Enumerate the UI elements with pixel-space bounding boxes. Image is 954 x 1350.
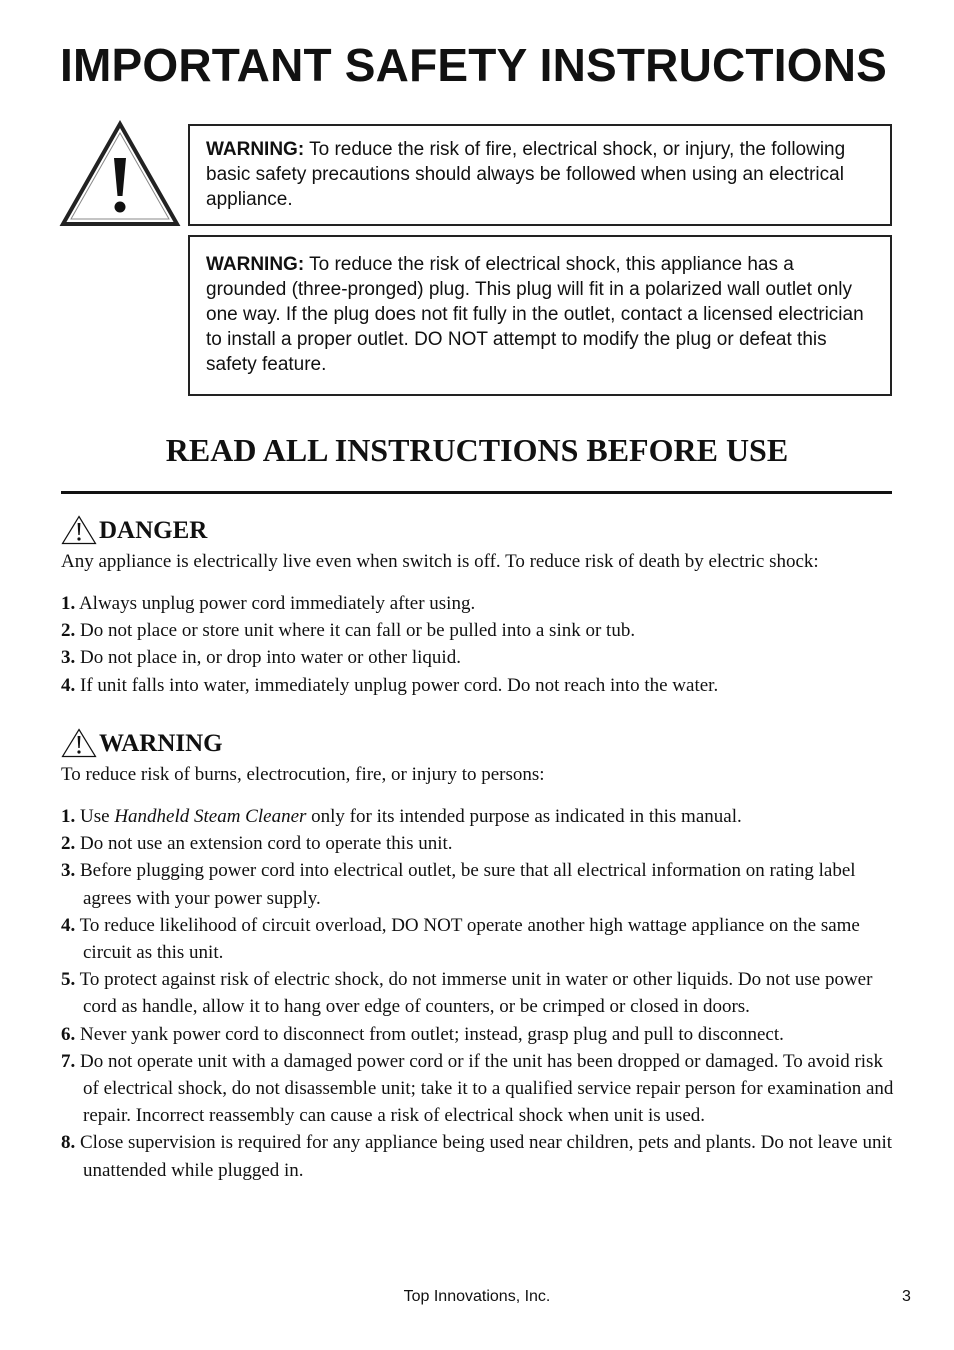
read-instructions-heading: READ ALL INSTRUCTIONS BEFORE USE	[165, 432, 789, 468]
list-item	[61, 672, 897, 699]
item-text: To reduce likelihood of circuit overload, DO NOT operate another high wattage appliance on the same circuit as this unit.	[75, 914, 860, 964]
danger-heading	[61, 513, 207, 545]
item-text: Do not use an extension cord to operate this unit.	[75, 833, 453, 855]
list-item	[61, 830, 897, 857]
list-item	[61, 966, 897, 1020]
warning-intro: To reduce risk of burns, electrocution, fire, or injury to persons:	[61, 764, 545, 785]
item-text: Do not place or store unit where it can fall or be pulled into a sink or tub.	[75, 620, 636, 642]
warning-label: WARNING:	[206, 254, 305, 275]
item-text: Do not place in, or drop into water or other liquid.	[75, 647, 461, 669]
divider	[61, 491, 892, 494]
danger-list	[61, 590, 897, 699]
item-number: 6.	[61, 1023, 76, 1045]
list-item	[61, 803, 897, 830]
item-text: Never yank power cord to disconnect from outlet; instead, grasp plug and pull to disconnect.	[75, 1023, 784, 1045]
list-item	[61, 644, 897, 671]
danger-intro: Any appliance is electrically live even when switch is off. To reduce risk of death by electric shock:	[61, 551, 819, 572]
item-text: Do not operate unit with a damaged power cord or if the unit has been dropped or damaged. To avoid risk of electrical shock, do not disassemble unit; take it to a qualified service repair person for examination and repair. Incorrect reassembly can cause a risk of electrical shock when unit is used.	[75, 1050, 894, 1127]
danger-title: DANGER	[99, 517, 208, 544]
warning-list	[61, 803, 897, 1184]
warning-triangle-icon	[61, 728, 97, 758]
warning-title: WARNING	[99, 730, 223, 757]
warning-triangle-icon	[61, 515, 97, 545]
footer-company: Top Innovations, Inc.	[403, 1288, 551, 1305]
item-text: Close supervision is required for any appliance being used near children, pets and plants. Do not leave unit unattended while plugged in.	[75, 1132, 893, 1181]
list-item	[61, 1021, 897, 1048]
list-item	[61, 1048, 897, 1130]
list-item	[61, 1129, 897, 1183]
page-title: IMPORTANT SAFETY INSTRUCTIONS	[60, 39, 887, 91]
product-name: Handheld Steam Cleaner	[114, 806, 307, 827]
list-item	[61, 617, 897, 644]
item-number: 3.	[61, 647, 76, 669]
item-number: 5.	[61, 969, 76, 991]
item-number: 2.	[61, 833, 76, 855]
item-number: 4.	[61, 914, 76, 936]
item-number: 1.	[61, 593, 76, 614]
item-text: Use	[75, 806, 115, 827]
item-text: Before plugging power cord into electrical outlet, be sure that all electrical information on rating label agrees with your power supply.	[75, 860, 856, 909]
item-number: 8.	[61, 1132, 76, 1154]
item-number: 2.	[61, 620, 76, 642]
warning-triangle-icon	[59, 120, 181, 228]
item-number: 4.	[61, 674, 76, 696]
item-text: To protect against risk of electric shock, do not immerse unit in water or other liquids. Do not use power cord as handle, allow it to hang over edge of counters, or be crimped or closed in doors.	[75, 969, 873, 1018]
item-text: If unit falls into water, immediately unplug power cord. Do not reach into the water.	[75, 674, 719, 696]
warning-box-plug	[188, 235, 892, 396]
warning-label: WARNING:	[206, 139, 305, 160]
list-item	[61, 912, 897, 966]
item-text: Always unplug power cord immediately after using.	[75, 593, 476, 614]
item-number: 7.	[61, 1050, 76, 1072]
warning-text: To reduce the risk of electrical shock, this appliance has a grounded (three-pronged) plug. This plug will fit in a polarized wall outlet only one way. If the plug does not fit fully in the outlet, contact a licensed electrician to install a proper outlet. DO NOT attempt to modify the plug or defeat this safety feature.	[206, 254, 864, 375]
warning-box-fire	[188, 124, 892, 226]
list-item	[61, 590, 897, 617]
item-number: 3.	[61, 860, 76, 882]
item-text: only for its intended purpose as indicated in this manual.	[306, 806, 742, 827]
page-number: 3	[902, 1288, 911, 1305]
list-item	[61, 857, 897, 911]
warning-text: To reduce the risk of fire, electrical shock, or injury, the following basic safety precautions should always be followed when using an electrical appliance.	[206, 139, 846, 210]
warning-heading	[61, 726, 223, 758]
item-number: 1.	[61, 806, 76, 827]
